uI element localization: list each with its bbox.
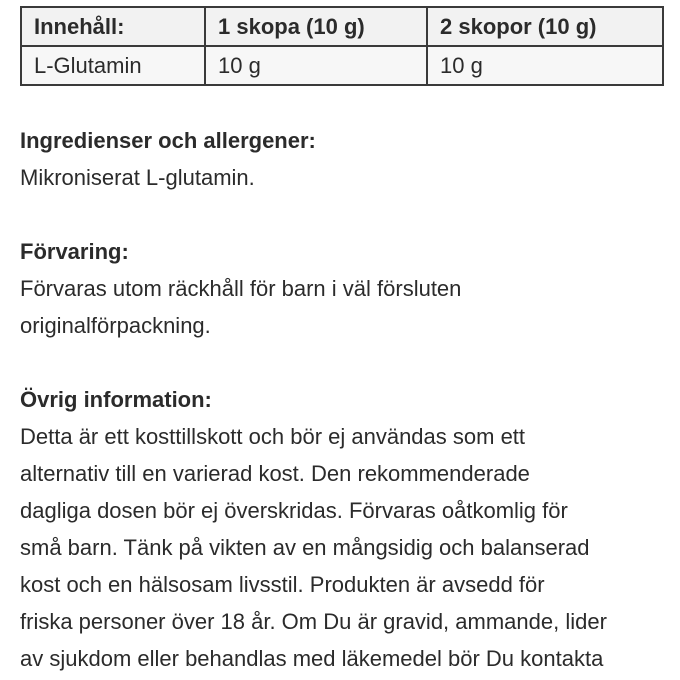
other-info-text-line: friska personer över 18 år. Om Du är gravid, ammande, lider: [20, 609, 607, 634]
ingredients-heading: Ingredienser och allergener:: [20, 128, 316, 153]
other-info-heading: Övrig information:: [20, 387, 212, 412]
storage-text-line: Förvaras utom räckhåll för barn i väl försluten: [20, 276, 462, 301]
nutrition-table: [20, 6, 664, 86]
ingredients-section: [20, 122, 662, 196]
table-row: [21, 46, 663, 85]
other-info-text-line: kost och en hälsosam livsstil. Produkten är avsedd för: [20, 572, 545, 597]
table-header-row: [21, 7, 663, 46]
storage-section: [20, 233, 662, 344]
table-cell-two-scoops: 10 g: [427, 46, 663, 85]
ingredients-text: Mikroniserat L-glutamin.: [20, 165, 255, 190]
other-info-text-line: Detta är ett kosttillskott och bör ej användas som ett: [20, 424, 526, 449]
table-cell-ingredient: L-Glutamin: [21, 46, 205, 85]
storage-heading: Förvaring:: [20, 239, 129, 264]
other-info-section: [20, 381, 662, 677]
table-header-two-scoops: 2 skopor (10 g): [427, 7, 663, 46]
table-cell-one-scoop: 10 g: [205, 46, 427, 85]
product-info-content: [20, 6, 662, 677]
table-header-one-scoop: 1 skopa (10 g): [205, 7, 427, 46]
table-header-content: Innehåll:: [21, 7, 205, 46]
other-info-text-line: dagliga dosen bör ej överskridas. Förvaras oåtkomlig för: [20, 498, 568, 523]
other-info-text: [20, 418, 662, 677]
other-info-text-line: små barn. Tänk på vikten av en mångsidig och balanserad: [20, 535, 590, 560]
storage-text-line: originalförpackning.: [20, 313, 211, 338]
other-info-text-line: alternativ till en varierad kost. Den rekommenderade: [20, 461, 530, 486]
storage-text: [20, 270, 662, 344]
other-info-text-line: av sjukdom eller behandlas med läkemedel bör Du kontakta: [20, 646, 604, 671]
